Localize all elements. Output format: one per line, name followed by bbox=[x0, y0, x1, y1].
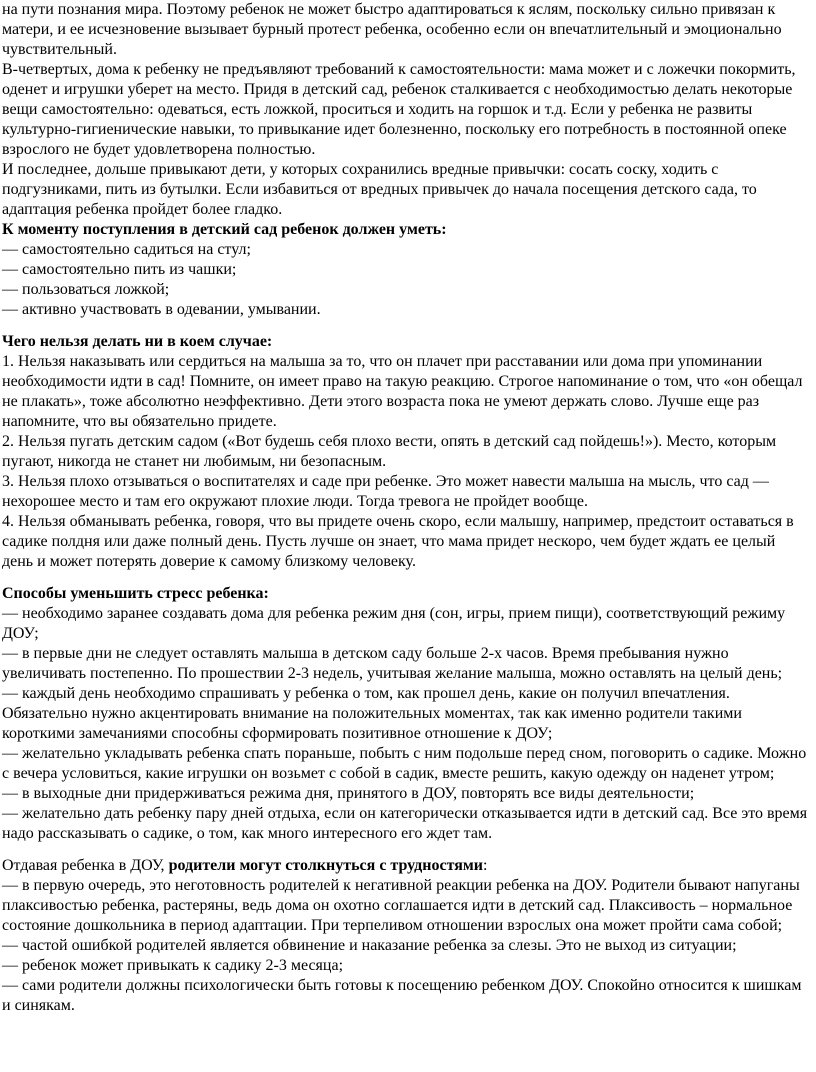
difficulties-heading: родители могут столкнуться с трудностями bbox=[168, 857, 483, 874]
difficulties-intro bbox=[2, 856, 810, 876]
donts-heading: Чего нельзя делать ни в коем случае: bbox=[2, 333, 273, 350]
stress-item: — в первые дни не следует оставлять малыша в детском саду больше 2-х часов. Время пребывания нужно увеличивать постепенно. По прошествии 2-3 недель, учитывая желание малыша, можно оставлять на целый день; bbox=[2, 645, 783, 682]
difficulties-item: — ребенок может привыкать к садику 2-3 месяца; bbox=[2, 957, 344, 974]
skills-heading: К моменту поступления в детский сад ребенок должен уметь: bbox=[2, 221, 447, 238]
stress-item: — желательно дать ребенку пару дней отдыха, если он категорически отказывается идти в детский сад. Все это время надо рассказывать о садике, о том, как много интересного его ждет там. bbox=[2, 805, 808, 842]
stress-heading: Способы уменьшить стресс ребенка: bbox=[2, 585, 269, 602]
skills-item: — самостоятельно садиться на стул; bbox=[2, 241, 251, 258]
difficulties-item: — частой ошибкой родителей является обвинение и наказание ребенка за слезы. Это не выход из ситуации; bbox=[2, 937, 737, 954]
difficulties-lead: Отдавая ребенка в ДОУ, bbox=[2, 857, 169, 874]
intro-paragraph: на пути познания мира. Поэтому ребенок не может быстро адаптироваться к яслям, поскольку сильно привязан к матери, и ее исчезновение вызывает бурный протест ребенка, особенно если он впечатлительный и эмоционально чувствительный. bbox=[2, 1, 782, 58]
skills-item: — активно участвовать в одевании, умывании. bbox=[2, 301, 321, 318]
stress-item: — каждый день необходимо спрашивать у ребенка о том, как прошел день, какие он получил впечатления. Обязательно нужно акцентировать внимание на положительных моментах, так как именно родители такими короткими замечаниями способны сформировать позитивное отношение к ДОУ; bbox=[2, 685, 742, 742]
intro-paragraph: В-четвертых, дома к ребенку не предъявляют требований к самостоятельности: мама может и с ложечки покормить, оденет и игрушки уберет на место. Придя в детский сад, ребенок сталкивается с необходимостью делать некоторые вещи самостоятельно: одеваться, есть ложкой, проситься и ходить на горшок и т.д. Если у ребенка не развиты культурно-гигиенические навыки, то привыкание идет болезненно, поскольку его потребность в постоянной опеке взрослого не будет удовлетворена полностью. bbox=[2, 61, 796, 158]
stress-item: — в выходные дни придерживаться режима дня, принятого в ДОУ, повторять все виды деятельности; bbox=[2, 785, 695, 802]
skills-item: — пользоваться ложкой; bbox=[2, 281, 170, 298]
stress-item: — желательно укладывать ребенка спать пораньше, побыть с ним подольше перед сном, поговорить о садике. Можно с вечера условиться, какие игрушки он возьмет с собой в садик, вместе решить, какую одежду он наденет утром; bbox=[2, 745, 807, 782]
donts-item: 4. Нельзя обманывать ребенка, говоря, что вы придете очень скоро, если малышу, например, предстоит оставаться в садике полдня или даже полный день. Пусть лучше он знает, что мама придет нескоро, чем будет ждать ее целый день и может потерять доверие к самому близкому человеку. bbox=[2, 513, 794, 570]
intro-paragraph: И последнее, дольше привыкают дети, у которых сохранились вредные привычки: сосать соску, ходить с подгузниками, пить из бутылки. Если избавиться от вредных привычек до начала посещения детского сада, то адаптация ребенка пройдет более гладко. bbox=[2, 161, 757, 218]
stress-item: — необходимо заранее создавать дома для ребенка режим дня (сон, игры, прием пищи), соответствующий режиму ДОУ; bbox=[2, 605, 786, 642]
donts-item: 3. Нельзя плохо отзываться о воспитателях и саде при ребенке. Это может навести малыша на мысль, что сад — нехорошее место и там его окружают плохие люди. Тогда тревога не пройдет вообще. bbox=[2, 473, 769, 510]
skills-item: — самостоятельно пить из чашки; bbox=[2, 261, 237, 278]
difficulties-colon: : bbox=[482, 857, 488, 874]
difficulties-item: — в первую очередь, это неготовность родителей к негативной реакции ребенка на ДОУ. Родители бывают напуганы плаксивостью ребенка, растеряны, ведь дома он охотно соглашается идти в детский сад. Плаксивость – нормальное состояние дошкольника в период адаптации. При терпеливом отношении взрослых она может пройти сама собой; bbox=[2, 877, 800, 934]
donts-item: 1. Нельзя наказывать или сердиться на малыша за то, что он плачет при расставании или дома при упоминании необходимости идти в сад! Помните, он имеет право на такую реакцию. Строгое напоминание о том, что «он обещал не плакать», тоже абсолютно неэффективно. Дети этого возраста пока не умеют держать слово. Лучше еще раз напомните, что вы обязательно придете. bbox=[2, 353, 803, 430]
difficulties-item: — сами родители должны психологически быть готовы к посещению ребенком ДОУ. Спокойно относится к шишкам и синякам. bbox=[2, 977, 802, 1014]
donts-item: 2. Нельзя пугать детским садом («Вот будешь себя плохо вести, опять в детский сад пойдешь!»). Место, которым пугают, никогда не станет ни любимым, ни безопасным. bbox=[2, 433, 777, 470]
